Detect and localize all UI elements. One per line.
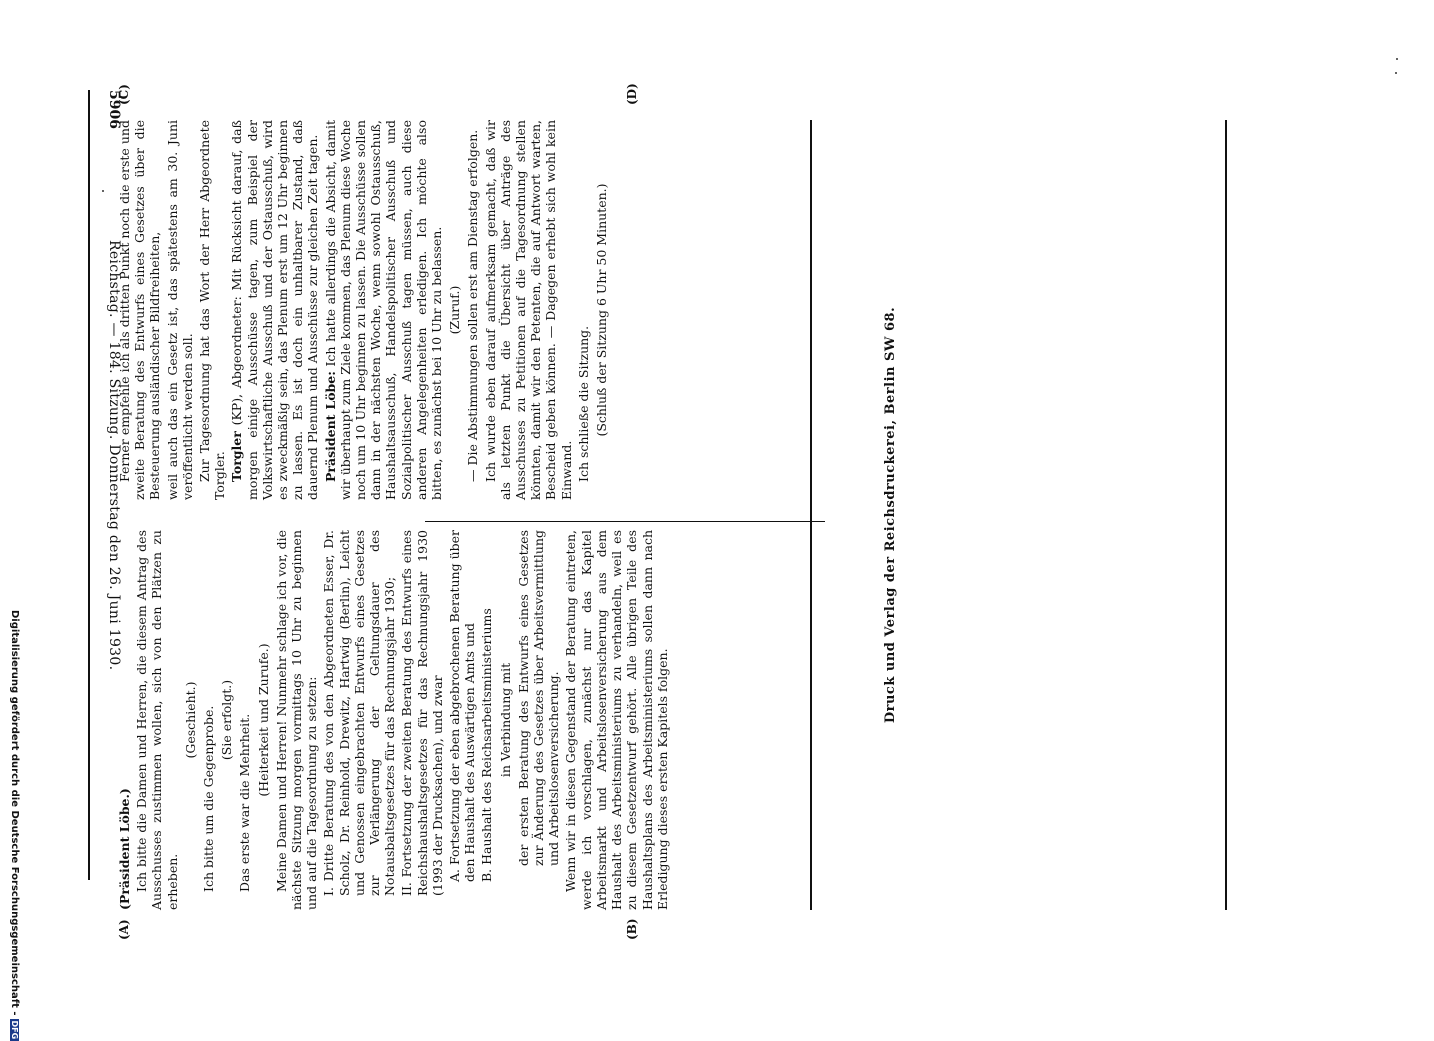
rotated-document-page: [65, 50, 1365, 950]
paragraph: weil auch das ein Gesetz ist, das spätestens am 30. Juni veröffentlicht werden soll.: [164, 120, 195, 500]
stage-note: (Schluß der Sitzung 6 Uhr 50 Minuten.): [594, 183, 610, 437]
paragraph: Ich bitte die Damen und Herren, die diesem Antrag des Ausschusses zustimmen wollen, sich von den Plätzen zu erheben.: [134, 530, 180, 910]
page-content: [65, 50, 1365, 950]
margin-mark-c: (C): [117, 84, 131, 105]
paragraph: Ich wurde eben darauf aufmerksam gemacht, daß wir als letzten Punkt die Übersicht über Anträge des Ausschusses zu Petitionen auf die Tagesordnung stellen könnten, damit wir den Petenten, die auf Antwort warten, Bescheid geben können. — Dagegen erhebt sich wohl kein Einwand.: [482, 120, 574, 500]
paragraph: Ich schließe die Sitzung.: [575, 325, 591, 482]
speaker-name: Torgler: [229, 431, 245, 482]
column-divider: [425, 521, 825, 522]
right-column-text: [117, 120, 612, 500]
paragraph: Das erste war die Mehrheit.: [237, 713, 253, 892]
paragraph: — Die Abstimmungen sollen erst am Dienstag erfolgen.: [465, 129, 481, 482]
footer-rule-top: [810, 120, 812, 910]
header-title: Reichstag. — 184. Sitzung. Donnerstag den 26. Juni 1930.: [106, 240, 122, 671]
margin-mark-d: (D): [625, 83, 639, 105]
left-column-text: [117, 530, 672, 910]
stage-note: (Zuruf.): [447, 285, 463, 335]
paragraph: Meine Damen und Herren! Nunmehr schlage ich vor, die nächste Sitzung morgen vormittags 10 Uhr zu beginnen und auf die Tagesordnung zu setzen:: [273, 530, 320, 910]
imprint: Druck und Verlag der Reichsdruckerei, Berlin SW 68.: [883, 306, 898, 724]
agenda-item: B. Haushalt des Reichsarbeitsministeriums: [479, 608, 495, 882]
stage-note: (Heiterkeit und Zurufe.): [255, 643, 271, 797]
digitization-credit: [6, 610, 20, 1040]
paragraph: Ferner empfehle ich als dritten Punkt noch die erste und zweite Beratung des Entwurfs eines Gesetzes über die Besteuerung ausländischer Bildfreiheiten,: [117, 120, 163, 500]
agenda-connector: in Verbindung mit: [497, 662, 513, 778]
speech: [323, 120, 445, 500]
agenda-item: II. Fortsetzung der zweiten Beratung des Entwurfs eines Reichshaushaltsgesetzes für das Rechnungsjahr 1930 (1993 der Drucksachen), und zwar: [399, 530, 445, 896]
footer-rule-bottom: [1225, 120, 1227, 910]
stage-note: (Geschieht.): [182, 681, 198, 759]
page-number: 5906: [106, 90, 122, 129]
scan-speck: [1396, 58, 1398, 60]
speech-text: (KP), Abgeordneter: Mit Rücksicht darauf, daß morgen einige Ausschüsse tagen, zum Beispiel der Volkswirtschaftliche Ausschuß und der Ostausschuß, wird es zweckmäßig sein, das Plenum erst um 12 Uhr beginnen zu lassen. Es ist doch ein unhaltbarer Zustand, daß dauernd Plenum und Ausschüsse zur gleichen Zeit tagen.: [229, 120, 321, 500]
speaker-label: (Präsident Löbe.): [117, 788, 132, 910]
stage-note: (Sie erfolgt.): [219, 679, 235, 761]
scan-speck: [1395, 72, 1397, 74]
agenda-item: der ersten Beratung des Entwurfs eines Gesetzes zur Änderung des Gesetzes über Arbeitsvermittlung und Arbeitslosenversicherung.: [515, 530, 562, 866]
paragraph: Wenn wir in diesen Gegenstand der Beratung eintreten, werde ich vorschlagen, zunächst nur das Kapitel Arbeitsmarkt und Arbeitslosenversicherung aus dem Haushalt des Arbeitsministeriums zu verhandeln, weil es zu diesem Gesetzentwurf gehört. Alle übrigen Teile des Haushaltsplans des Arbeitsministeriums sollen dann nach Erledigung dieses ersten Kapitels folgen.: [563, 530, 670, 910]
dfg-logo: DFG: [10, 1020, 19, 1040]
speech-text: Ich hatte allerdings die Absicht, damit wir überhaupt zum Ziele kommen, das Plenum diese Woche noch um 10 Uhr beginnen zu lassen. Die Ausschüsse sollen dann in der nächsten Woche, wenn sowohl Ostausschuß, Haushaltsausschuß, Handelspolitischer Ausschuß und Sozialpolitischer Ausschuß tagen müssen, auch diese anderen Angelegenheiten erledigen. Ich möchte also bitten, es zunächst bei 10 Uhr zu belassen.: [322, 120, 445, 500]
scan-speck: [102, 190, 104, 192]
credit-text: Digitalisierung gefördert durch die Deutsche Forschungsgemeinschaft -: [9, 610, 20, 1016]
agenda-item: A. Fortsetzung der eben abgebrochenen Beratung über den Haushalt des Auswärtigen Amts und: [447, 530, 478, 882]
margin-mark-b: (B): [625, 918, 639, 940]
speaker-name: Präsident Löbe:: [322, 371, 338, 482]
margin-mark-a: (A): [117, 919, 131, 940]
speech: [229, 120, 320, 500]
paragraph: Ich bitte um die Gegenprobe.: [201, 705, 217, 892]
agenda-item: I. Dritte Beratung des von den Abgeordneten Esser, Dr. Scholz, Dr. Reinhold, Drewitz, Hartwig (Berlin), Leicht und Genossen eingebrachten Entwurfs eines Gesetzes zur Verlängerung der Geltungsdauer des Notausbaltsgesetzes für das Rechnungsjahr 1930;: [321, 530, 398, 896]
paragraph: Zur Tagesordnung hat das Wort der Herr Abgeordnete Torgler.: [197, 120, 228, 500]
